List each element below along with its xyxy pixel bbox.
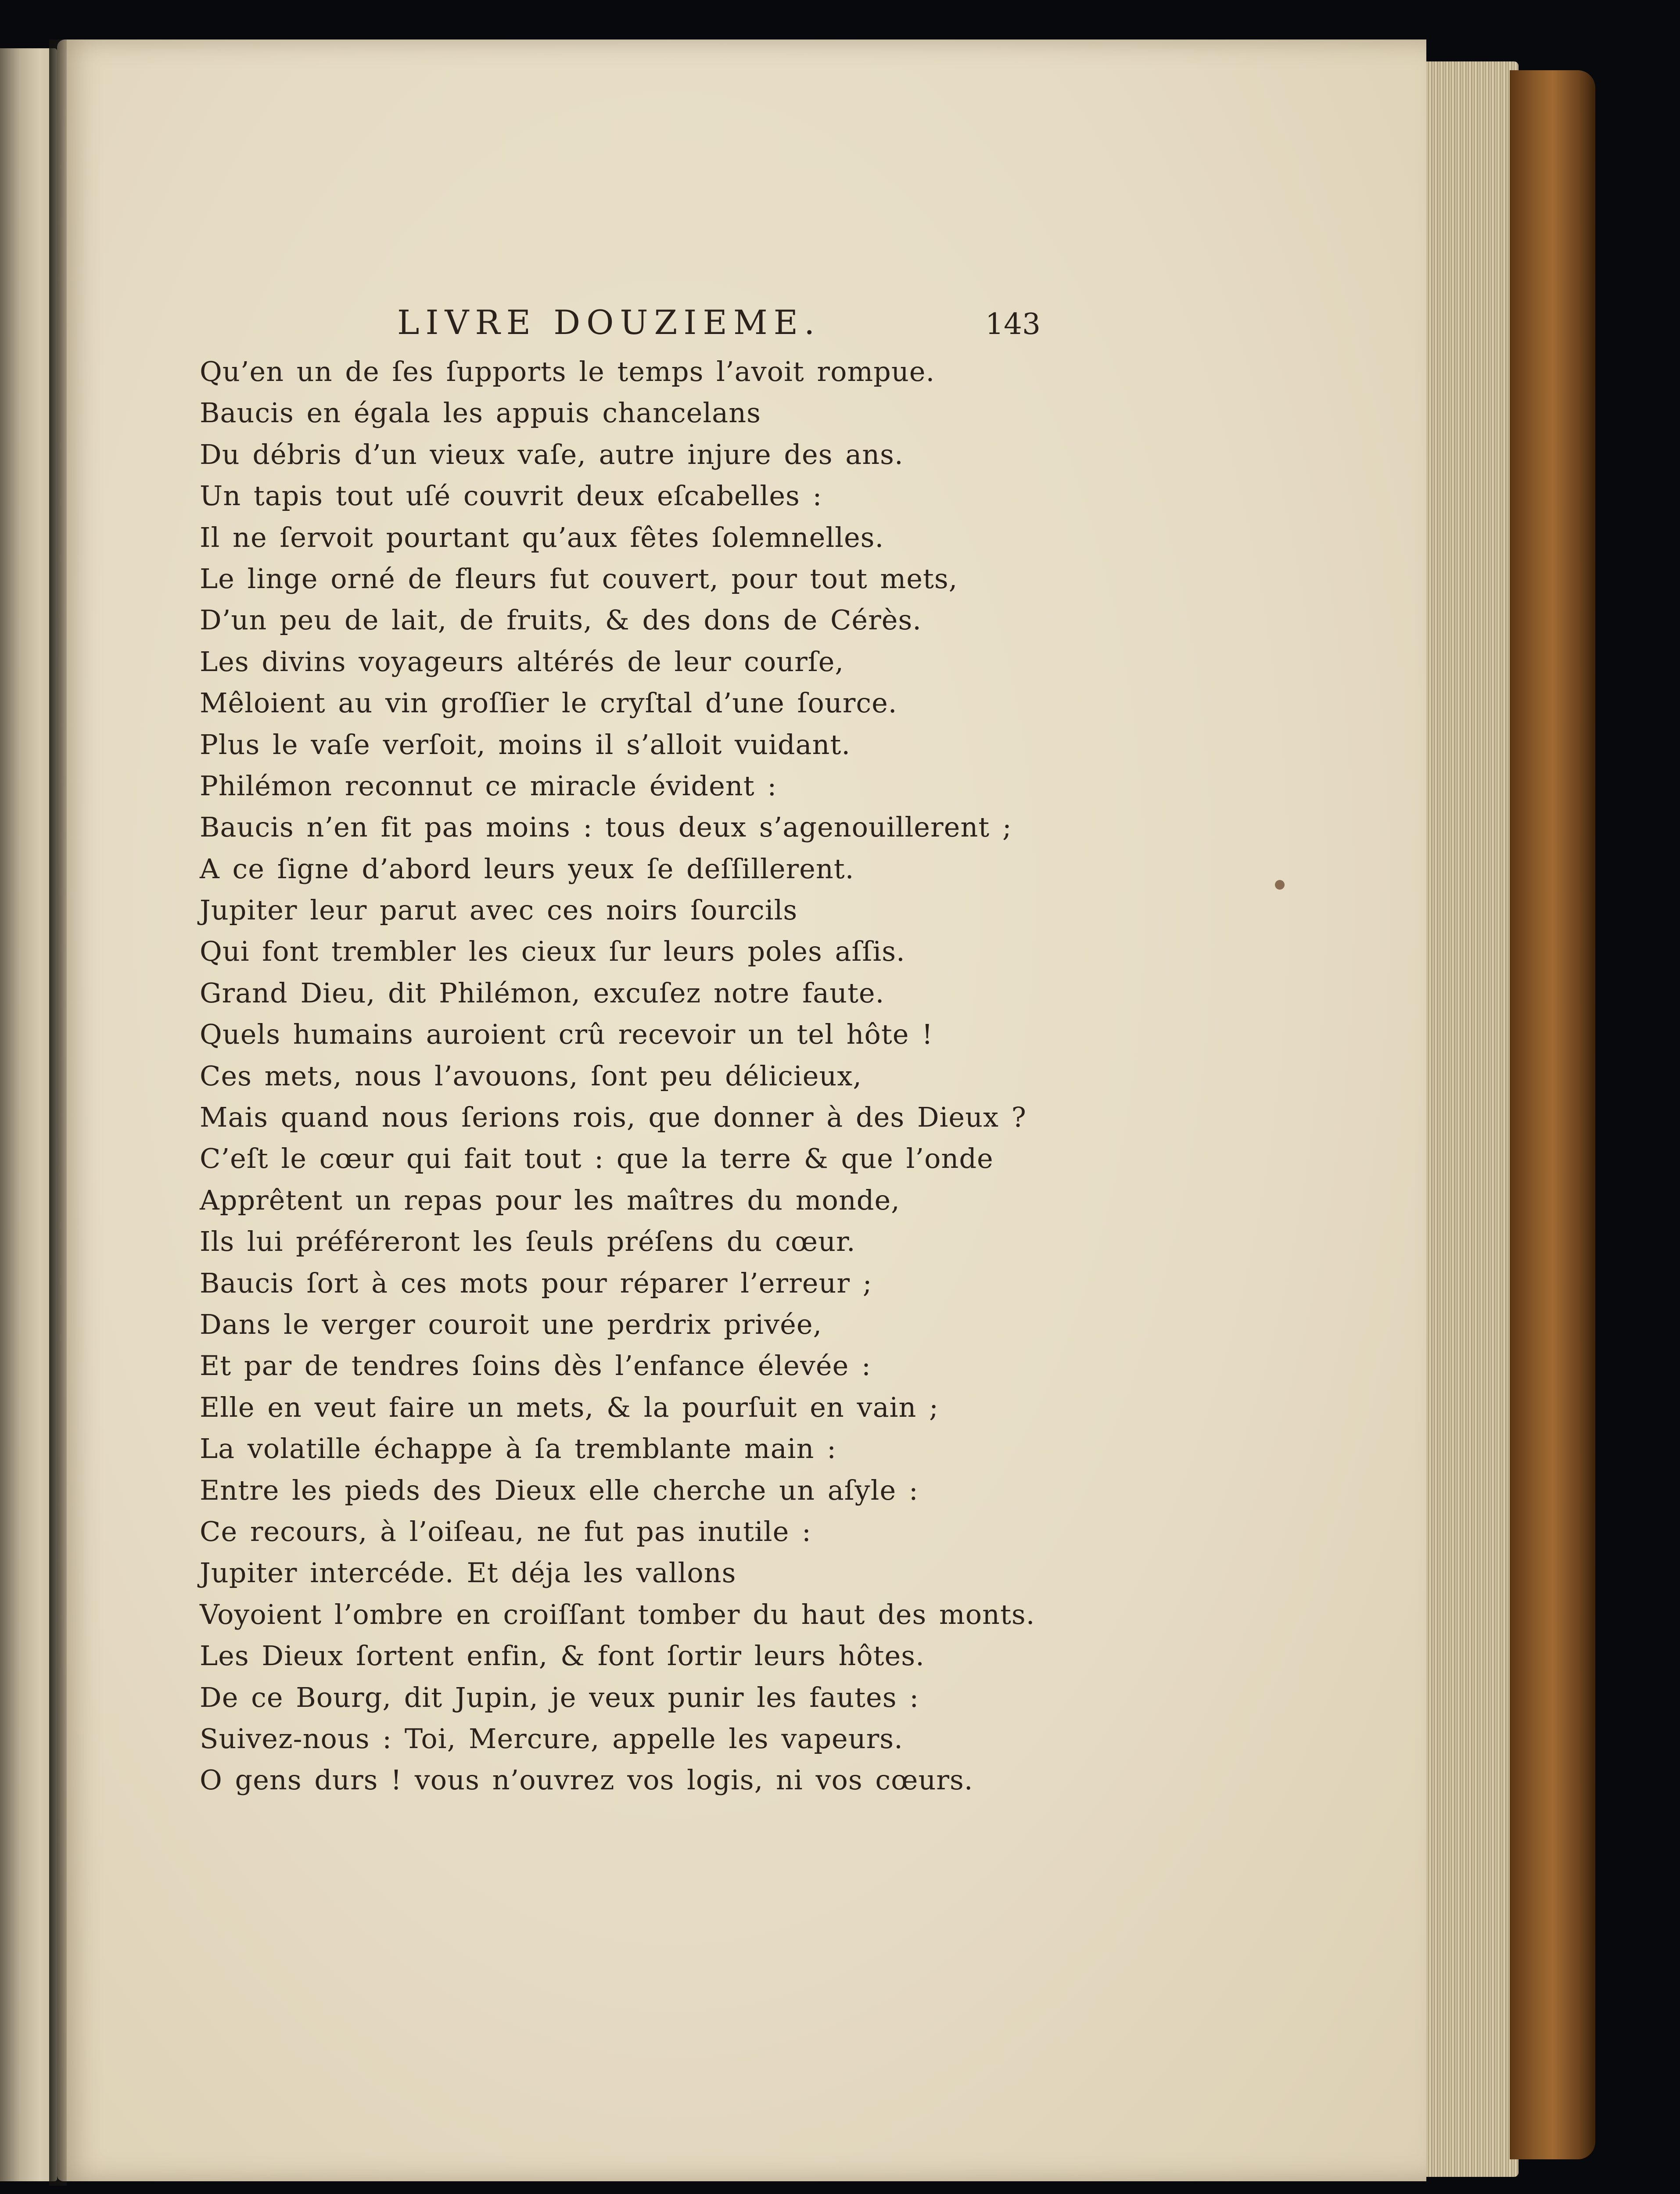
verse-line: Qu’en un de ſes ſupports le temps l’avoit rompue. xyxy=(200,355,935,388)
verse-line: Les Dieux ſortent enfin, & font ſortir leurs hôtes. xyxy=(200,1640,925,1672)
verse-line: Et par de tendres ſoins dès l’enfance élevée : xyxy=(200,1350,871,1382)
page-block-edges xyxy=(1418,61,1518,2177)
verse-line: D’un peu de lait, de fruits, & des dons de Cérès. xyxy=(200,604,922,636)
verse-line: Du débris d’un vieux vaſe, autre injure des ans. xyxy=(200,438,904,470)
verse-line: Ces mets, nous l’avouons, ſont peu délicieux, xyxy=(200,1059,862,1092)
verse-line: Les divins voyageurs altérés de leur courſe, xyxy=(200,645,844,678)
verse-line: Voyoient l’ombre en croiſſant tomber du haut des monts. xyxy=(200,1598,1035,1630)
verse-line: De ce Bourg, dit Jupin, je veux punir les fautes : xyxy=(200,1681,919,1713)
leather-cover xyxy=(1510,70,1595,2159)
verse-line: Suivez-nous : Toi, Mercure, appelle les vapeurs. xyxy=(200,1722,903,1755)
verse-line: Un tapis tout uſé couvrit deux eſcabelles : xyxy=(200,480,822,512)
verse-line: Quels humains auroient crû recevoir un tel hôte ! xyxy=(200,1018,933,1051)
verse-line: Elle en veut faire un mets, & la pourſuit en vain ; xyxy=(200,1391,939,1423)
verse-line: Mêloient au vin groſſier le cryſtal d’une ſource. xyxy=(200,687,897,719)
verse-line: O gens durs ! vous n’ouvrez vos logis, ni vos cœurs. xyxy=(200,1764,973,1796)
running-title: LIVRE DOUZIEME. xyxy=(397,303,821,342)
verse-line: Apprêtent un repas pour les maîtres du monde, xyxy=(200,1184,900,1216)
verse-line: Jupiter leur parut avec ces noirs ſourcils xyxy=(200,894,798,926)
verse-line: Baucis en égala les appuis chancelans xyxy=(200,397,761,429)
verse-line: C’eſt le cœur qui fait tout : que la terre & que l’onde xyxy=(200,1142,994,1175)
verse-line: Entre les pieds des Dieux elle cherche un aſyle : xyxy=(200,1474,919,1506)
verse-line: Qui font trembler les cieux ſur leurs poles aſſis. xyxy=(200,935,905,968)
verse-line: La volatille échappe à ſa tremblante main : xyxy=(200,1433,837,1465)
verse-line: Dans le verger couroit une perdrix privée, xyxy=(200,1308,822,1340)
verse-line: A ce ſigne d’abord leurs yeux ſe deſſillerent. xyxy=(200,852,854,885)
verse-line: Grand Dieu, dit Philémon, excuſez notre faute. xyxy=(200,977,885,1009)
verse-list xyxy=(200,351,1077,1801)
verse-line: Il ne ſervoit pourtant qu’aux fêtes ſolemnelles. xyxy=(200,521,884,553)
verse-line: Ils lui préféreront les ſeuls préſens du cœur. xyxy=(200,1225,856,1258)
page-header xyxy=(200,303,1077,351)
verse-line: Baucis ſort à ces mots pour réparer l’erreur ; xyxy=(200,1267,872,1299)
verse-line: Jupiter intercéde. Et déja les vallons xyxy=(200,1557,736,1589)
gutter-shadow xyxy=(49,39,67,2186)
paper-spot xyxy=(1275,880,1285,890)
verse-line: Ce recours, à l’oiſeau, ne fut pas inutile : xyxy=(200,1515,811,1548)
page-text xyxy=(200,303,1077,1801)
verse-line: Le linge orné de fleurs fut couvert, pour tout mets, xyxy=(200,562,958,595)
page-number: 143 xyxy=(985,307,1041,341)
previous-page-edge xyxy=(0,48,57,2181)
verse-line: Philémon reconnut ce miracle évident : xyxy=(200,769,777,802)
verse-line: Mais quand nous ſerions rois, que donner à des Dieux ? xyxy=(200,1101,1027,1134)
verse-line: Baucis n’en fit pas moins : tous deux s’agenouillerent ; xyxy=(200,811,1012,844)
verse-line: Plus le vaſe verſoit, moins il s’alloit vuidant. xyxy=(200,728,851,761)
